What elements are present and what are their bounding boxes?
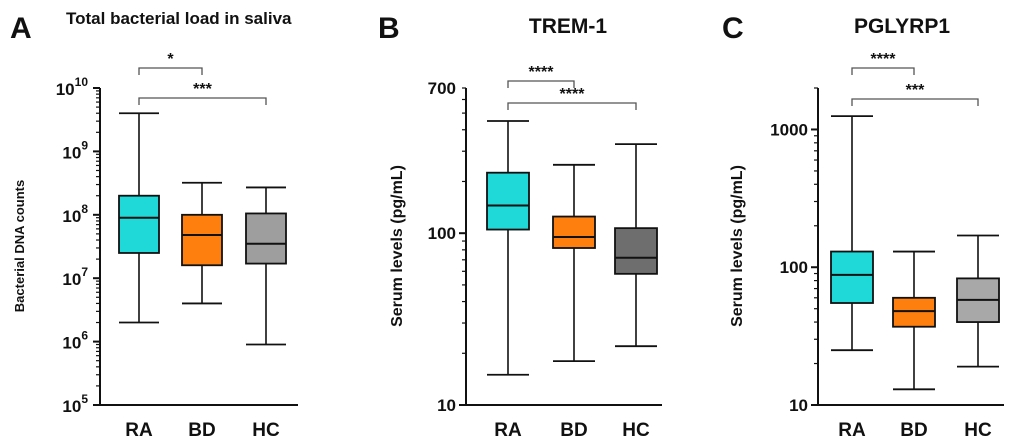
box-iqr xyxy=(182,215,222,265)
box-bd xyxy=(553,165,595,361)
box-iqr xyxy=(487,173,529,230)
panel-letter-a: A xyxy=(10,12,32,45)
box-iqr xyxy=(615,228,657,274)
y-tick-label: 10 xyxy=(789,396,808,415)
box-bd xyxy=(893,252,935,390)
significance-label: **** xyxy=(528,64,554,81)
y-tick-label: $10^{10}$ xyxy=(55,75,88,99)
significance-bracket xyxy=(852,68,914,75)
significance-bracket xyxy=(139,98,266,105)
x-category-label: RA xyxy=(125,420,153,441)
box-hc xyxy=(615,144,657,346)
chart-title-a: Total bacterial load in saliva xyxy=(66,9,292,28)
significance-label: *** xyxy=(193,81,212,98)
y-tick-label: 700 xyxy=(427,79,456,98)
panel-b xyxy=(378,12,662,441)
x-category-label: HC xyxy=(252,420,280,441)
box-ra xyxy=(831,116,873,350)
y-tick-label: 10 xyxy=(437,396,456,415)
box-ra xyxy=(487,121,529,375)
x-category-label: RA xyxy=(838,420,866,441)
panel-letter-b: B xyxy=(378,12,400,45)
box-iqr xyxy=(246,213,286,263)
x-category-label: BD xyxy=(900,420,928,441)
box-hc xyxy=(957,235,999,366)
box-bd xyxy=(182,183,222,304)
chart-title-b: TREM-1 xyxy=(528,15,608,38)
box-iqr xyxy=(553,217,595,248)
y-axis-label-a: Bacterial DNA counts xyxy=(12,179,27,313)
y-axis-label-c: Serum levels (pg/mL) xyxy=(729,165,746,327)
significance-label: **** xyxy=(870,51,896,68)
box-iqr xyxy=(893,298,935,327)
panel-a xyxy=(10,9,298,441)
significance-bracket xyxy=(508,103,636,110)
y-tick-label: $10^9$ xyxy=(62,138,88,163)
y-tick-label: 100 xyxy=(779,258,808,278)
x-category-label: RA xyxy=(494,420,522,441)
box-iqr xyxy=(119,196,159,253)
significance-label: *** xyxy=(905,82,925,99)
panel-letter-c: C xyxy=(722,12,744,45)
box-ra xyxy=(119,113,159,322)
y-axis-label-b: Serum levels (pg/mL) xyxy=(389,165,406,327)
significance-bracket xyxy=(852,99,978,106)
chart-title-c: PGLYRP1 xyxy=(853,15,951,38)
x-category-label: BD xyxy=(188,420,216,441)
box-hc xyxy=(246,187,286,344)
significance-bracket xyxy=(139,68,202,75)
significance-label: **** xyxy=(559,86,585,103)
y-tick-label: 100 xyxy=(427,224,456,244)
significance-label: * xyxy=(167,51,174,68)
panel-c xyxy=(722,12,1004,441)
box-iqr xyxy=(831,252,873,303)
y-tick-label: $10^5$ xyxy=(62,392,88,416)
y-tick-label: $10^6$ xyxy=(62,328,88,353)
y-tick-label: $10^8$ xyxy=(62,201,88,226)
x-category-label: HC xyxy=(622,420,650,441)
x-category-label: HC xyxy=(964,420,992,441)
y-tick-label: 1000 xyxy=(770,120,808,140)
x-category-label: BD xyxy=(560,420,588,441)
y-tick-label: $10^7$ xyxy=(62,265,88,290)
